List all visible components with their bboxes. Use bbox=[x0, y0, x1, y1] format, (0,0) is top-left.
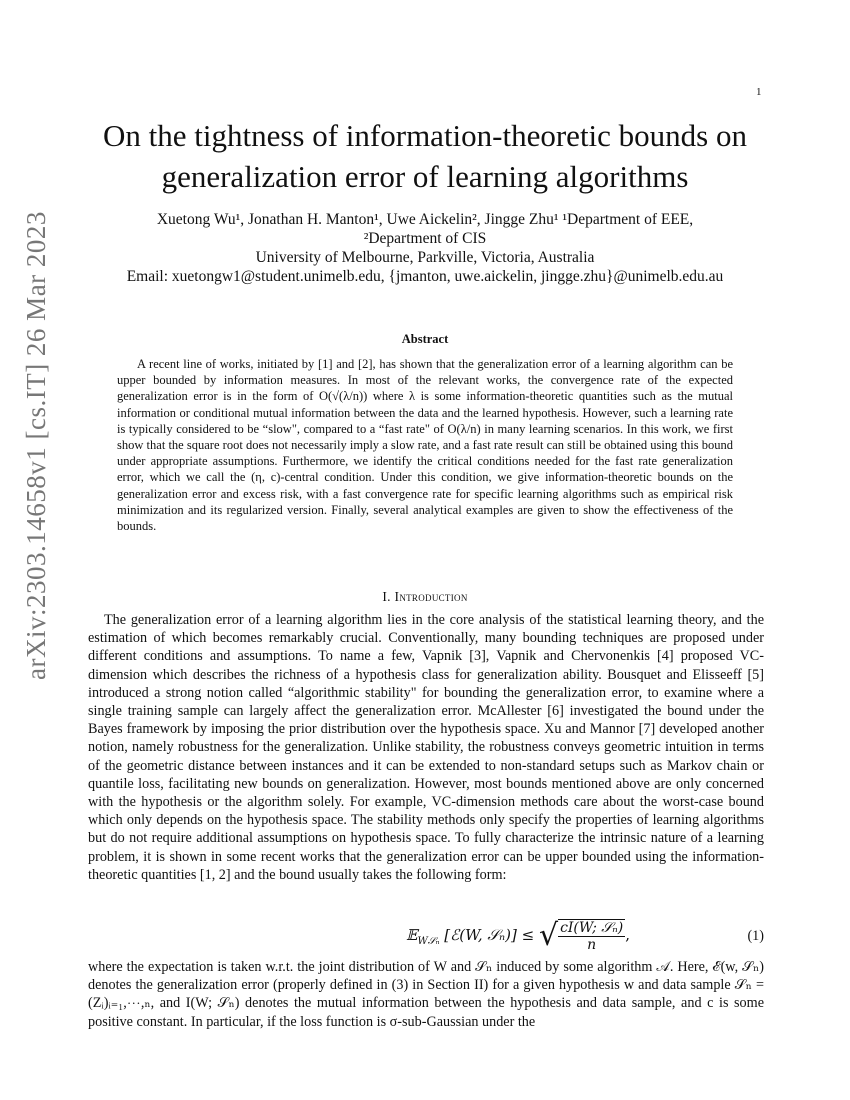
expectation-subscript: W𝒮ₙ bbox=[417, 935, 440, 947]
paper-title: On the tightness of information-theoretic bounds on generalization error of learning algorithms bbox=[103, 118, 747, 194]
equation-1 bbox=[88, 916, 764, 956]
equation-body bbox=[406, 918, 630, 953]
equation-trailing: , bbox=[625, 925, 630, 944]
department-line: ²Department of CIS bbox=[363, 230, 487, 247]
email-line: Email: xuetongw1@student.unimelb.edu, {jmanton, uwe.aickelin, jingge.zhu}@unimelb.edu.au bbox=[126, 268, 724, 285]
abstract-body: A recent line of works, initiated by [1] and [2], has shown that the generalization error of a learning algorithm can be upper bounded by information measures. In most of the relevant works, the convergence rate of the expected generalization error is in the form of O(√(λ/n)) where λ is some information-theoretic quantities such as the mutual information or conditional mutual information between the data and the learned hypothesis. However, such a learning rate is typically considered to be “slow", compared to a “fast rate" of O(λ/n) in many learning scenarios. In this work, we first show that the square root does not necessarily imply a slow rate, and a fast rate result can still be obtained using this bound under appropriate assumptions. Furthermore, we identify the critical conditions needed for the fast rate generalization error, which we call the (η, c)-central condition. Under this condition, we give information-theoretic bounds on the generalization error and excess risk, with a fast convergence rate for specific learning algorithms such as empirical risk minimization and its regularized version. Finally, several analytical examples are given to show the effectiveness of the bounds. bbox=[117, 357, 733, 534]
section-number: I. bbox=[382, 589, 391, 604]
equation-fraction bbox=[558, 919, 625, 953]
equation-numerator: cI(W; 𝒮ₙ) bbox=[560, 919, 624, 936]
section-heading bbox=[88, 589, 762, 605]
arxiv-identifier-stamp: arXiv:2303.14658v1 [cs.IT] 26 Mar 2023 bbox=[21, 211, 51, 680]
equation-lhs bbox=[406, 925, 535, 947]
section-title-text: Introduction bbox=[394, 589, 468, 604]
sqrt-icon: √ bbox=[538, 918, 559, 953]
page-number: 1 bbox=[756, 86, 762, 98]
author-names: Xuetong Wu¹, Jonathan H. Manton¹, Uwe Aickelin², Jingge Zhu¹ ¹Department of EEE, bbox=[156, 211, 694, 228]
expectation-symbol: 𝔼 bbox=[406, 925, 418, 944]
affiliation-line: University of Melbourne, Parkville, Victoria, Australia bbox=[255, 249, 595, 266]
abstract-heading: Abstract bbox=[401, 332, 449, 346]
post-equation-paragraph: where the expectation is taken w.r.t. the joint distribution of W and 𝒮ₙ induced by some algorithm 𝒜. Here, ℰ(w, 𝒮ₙ) denotes the generalization error (properly defined in (3) in Section II) for a given hypothesis w and data sample 𝒮ₙ = (Zᵢ)ᵢ₌₁,⋯,ₙ, and I(W; 𝒮ₙ) denotes the mutual information between the hypothesis and data sample, and c is some positive constant. In particular, if the loss function is σ-sub-Gaussian under the bbox=[88, 959, 764, 1030]
equation-lhs-rest: [ℰ(W, 𝒮ₙ)] ≤ bbox=[444, 925, 535, 944]
introduction-paragraph: The generalization error of a learning algorithm lies in the core analysis of the statistical learning theory, and the estimation of which becomes remarkably crucial. Conventionally, many bounding techniques are proposed under different conditions and assumptions. To name a few, Vapnik [3], Vapnik and Chervonenkis [4] proposed VC-dimension which describes the richness of a hypothesis class for generalization ability. Bousquet and Elisseeff [5] introduced a strong notion called “algorithmic stability" for bounding the generalization error, to examine where a single training sample can largely affect the generalization error. McAllester [6] investigated the bound under the Bayes framework by imposing the prior distribution over the hypothesis space. Xu and Mannor [7] developed another notion, namely robustness for the generalization. Unlike stability, the robustness conveys geometric intuition in terms of the geometric distance between instances and it can be extended to non-standard setups such as Markov chain or quantile loss, facilitating new bounds on generalization. However, most bounds mentioned above are only concerned with the hypothesis or the algorithm solely. For example, VC-dimension methods care about the worst-case bound which only depends on the hypothesis space. The stability methods only specify the properties of learning algorithms but do not require additional assumptions on hypothesis space. To fully characterize the intrinsic nature of a learning problem, it is shown in some recent works that the generalization error can be upper bounded using the information-theoretic quantities [1, 2] and the bound usually takes the following form: bbox=[88, 612, 764, 883]
author-block bbox=[70, 210, 780, 286]
equation-denominator: n bbox=[587, 936, 597, 953]
equation-number: (1) bbox=[747, 928, 764, 944]
